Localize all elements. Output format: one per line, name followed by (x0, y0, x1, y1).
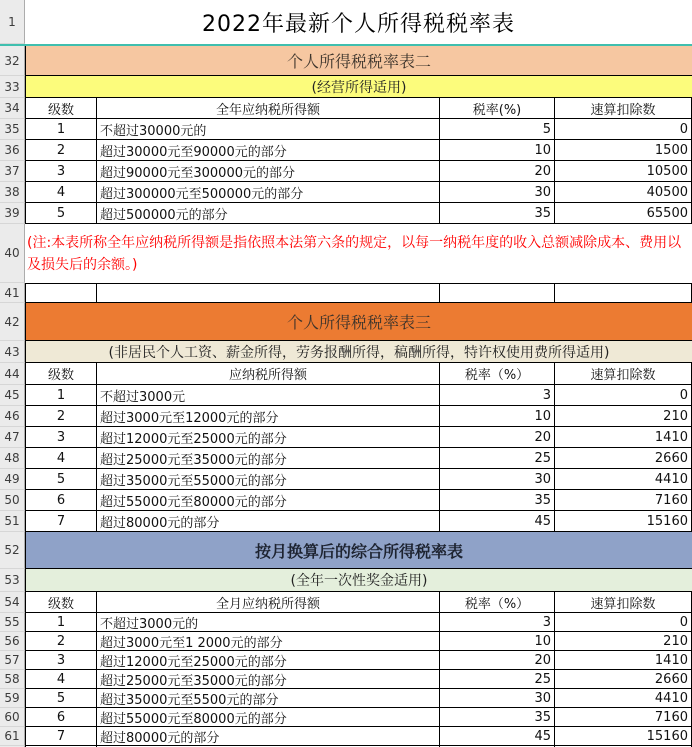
cell-deduction[interactable]: 7160 (555, 490, 692, 511)
row-number[interactable]: 32 (0, 46, 25, 76)
table-row (0, 689, 692, 708)
row-number[interactable]: 53 (0, 569, 25, 592)
table3-subtitle-cell[interactable]: (非居民个人工资、薪金所得，劳务报酬所得，稿酬所得，特许权使用费所得适用) (25, 341, 692, 363)
row-number[interactable]: 49 (0, 469, 25, 490)
table-row (0, 511, 692, 532)
row-number[interactable]: 1 (0, 0, 25, 44)
row-number[interactable]: 34 (0, 98, 25, 119)
sheet-title-cell[interactable]: 2022年最新个人所得税税率表 (202, 11, 515, 37)
cell-bracket[interactable]: 超过25000元至35000元的部分 (97, 448, 440, 469)
row-number[interactable]: 55 (0, 613, 25, 632)
table-row (0, 469, 692, 490)
cell-deduction[interactable]: 4410 (555, 469, 692, 490)
cell-bracket[interactable]: 超过35000元至5500元的部分 (97, 689, 440, 708)
table2-section-row (0, 46, 692, 76)
cell-deduction[interactable]: 15160 (555, 727, 692, 746)
table-row (0, 448, 692, 469)
cell-bracket[interactable]: 超过55000元至80000元的部分 (97, 708, 440, 727)
cell-deduction[interactable]: 2660 (555, 448, 692, 469)
cell-bracket[interactable]: 超过500000元的部分 (97, 203, 440, 224)
row-number[interactable]: 59 (0, 689, 25, 708)
cell-rate[interactable]: 20 (440, 651, 555, 670)
monthly-subtitle-cell[interactable]: (全年一次性奖金适用) (25, 569, 692, 592)
cell-bracket[interactable]: 超过3000元至12000元的部分 (97, 406, 440, 427)
cell-level[interactable]: 7 (25, 511, 97, 532)
row-number[interactable]: 52 (0, 532, 25, 569)
row-number[interactable]: 58 (0, 670, 25, 689)
cell-level[interactable]: 2 (25, 632, 97, 651)
table2-note-cell[interactable]: (注:本表所称全年应纳税所得额是指依照本法第六条的规定，以每一纳税年度的收入总额减除成本、费用以及损失后的余额。) (27, 235, 682, 273)
table-row (0, 406, 692, 427)
cell-rate[interactable]: 35 (440, 203, 555, 224)
table-row (0, 427, 692, 448)
row-number[interactable]: 46 (0, 406, 25, 427)
cell-bracket[interactable]: 超过30000元至90000元的部分 (97, 140, 440, 161)
row-number[interactable]: 37 (0, 161, 25, 182)
col-header-rate[interactable]: 税率（%） (440, 592, 555, 613)
cell-rate[interactable]: 25 (440, 448, 555, 469)
cell-deduction[interactable]: 210 (555, 632, 692, 651)
cell-deduction[interactable]: 1410 (555, 651, 692, 670)
table-row (0, 708, 692, 727)
title-row (0, 0, 692, 44)
cell-rate[interactable]: 5 (440, 119, 555, 140)
cell-rate[interactable]: 3 (440, 613, 555, 632)
note-row (0, 224, 692, 283)
row-number[interactable]: 35 (0, 119, 25, 140)
cell-level[interactable]: 3 (25, 427, 97, 448)
table3-section-header-cell[interactable]: 个人所得税税率表三 (25, 303, 692, 341)
cell-bracket[interactable]: 超过80000元的部分 (97, 727, 440, 746)
row-number[interactable]: 33 (0, 76, 25, 98)
table2-header-row (0, 98, 692, 119)
cell-rate[interactable]: 30 (440, 689, 555, 708)
cell-deduction[interactable]: 210 (555, 406, 692, 427)
cell-deduction[interactable]: 1410 (555, 427, 692, 448)
cell-level[interactable]: 4 (25, 448, 97, 469)
row-number[interactable]: 41 (0, 283, 25, 303)
table-row (0, 670, 692, 689)
col-header-deduction[interactable]: 速算扣除数 (555, 98, 692, 119)
cell-rate[interactable]: 20 (440, 161, 555, 182)
col-header-deduction[interactable]: 速算扣除数 (555, 592, 692, 613)
row-number[interactable]: 39 (0, 203, 25, 224)
cell-level[interactable]: 5 (25, 203, 97, 224)
row-number[interactable]: 50 (0, 490, 25, 511)
monthly-section-row (0, 532, 692, 569)
row-number[interactable]: 56 (0, 632, 25, 651)
col-header-level[interactable]: 级数 (25, 592, 97, 613)
cell-level[interactable]: 2 (25, 140, 97, 161)
table3-body (0, 385, 692, 532)
cell-deduction[interactable]: 15160 (555, 511, 692, 532)
monthly-header-row (0, 592, 692, 613)
cell-bracket[interactable]: 超过90000元至300000元的部分 (97, 161, 440, 182)
cell-deduction[interactable]: 2660 (555, 670, 692, 689)
cell-deduction[interactable]: 7160 (555, 708, 692, 727)
cell-level[interactable]: 5 (25, 469, 97, 490)
cell-bracket[interactable]: 不超过3000元 (97, 385, 440, 406)
cell-deduction[interactable]: 1500 (555, 140, 692, 161)
cell-bracket[interactable]: 不超过30000元的 (97, 119, 440, 140)
cell-rate[interactable]: 10 (440, 140, 555, 161)
table-row (0, 651, 692, 670)
table3-header-row (0, 363, 692, 385)
cell-deduction[interactable]: 0 (555, 119, 692, 140)
row-number[interactable]: 42 (0, 303, 25, 341)
cell-level[interactable]: 3 (25, 161, 97, 182)
cell-level[interactable]: 4 (25, 182, 97, 203)
cell-deduction[interactable]: 40500 (555, 182, 692, 203)
cell-level[interactable]: 1 (25, 385, 97, 406)
table-row (0, 385, 692, 406)
monthly-body (0, 613, 692, 746)
cell-bracket[interactable]: 超过3000元至1 2000元的部分 (97, 632, 440, 651)
cell-level[interactable]: 7 (25, 727, 97, 746)
cell-bracket[interactable]: 超过35000元至55000元的部分 (97, 469, 440, 490)
empty-cell[interactable] (25, 283, 97, 303)
cell-rate[interactable]: 25 (440, 670, 555, 689)
cell-bracket[interactable]: 超过300000元至500000元的部分 (97, 182, 440, 203)
empty-row (0, 283, 692, 303)
empty-cell[interactable] (555, 283, 692, 303)
cell-rate[interactable]: 20 (440, 427, 555, 448)
cell-bracket[interactable]: 超过55000元至80000元的部分 (97, 490, 440, 511)
table-row (0, 161, 692, 182)
row-number[interactable]: 40 (0, 224, 25, 283)
table3-section-row (0, 303, 692, 341)
cell-level[interactable]: 6 (25, 490, 97, 511)
cell-rate[interactable]: 10 (440, 406, 555, 427)
empty-cell[interactable] (440, 283, 555, 303)
col-header-bracket[interactable]: 应纳税所得额 (97, 363, 440, 385)
cell-bracket[interactable]: 超过80000元的部分 (97, 511, 440, 532)
cell-bracket[interactable]: 超过12000元至25000元的部分 (97, 427, 440, 448)
table-row (0, 490, 692, 511)
cell-rate[interactable]: 45 (440, 727, 555, 746)
table2-body (0, 119, 692, 224)
col-header-bracket[interactable]: 全年应纳税所得额 (97, 98, 440, 119)
cell-level[interactable]: 3 (25, 651, 97, 670)
row-number[interactable]: 38 (0, 182, 25, 203)
row-number[interactable]: 61 (0, 727, 25, 746)
row-number[interactable]: 57 (0, 651, 25, 670)
cell-bracket[interactable]: 不超过3000元的 (97, 613, 440, 632)
monthly-subtitle-row (0, 569, 692, 592)
table-row (0, 119, 692, 140)
cell-deduction[interactable]: 4410 (555, 689, 692, 708)
cell-rate[interactable]: 45 (440, 511, 555, 532)
row-number[interactable]: 43 (0, 341, 25, 363)
cell-deduction[interactable]: 10500 (555, 161, 692, 182)
cell-rate[interactable]: 10 (440, 632, 555, 651)
monthly-section-header-cell[interactable]: 按月换算后的综合所得税率表 (25, 532, 692, 569)
cell-level[interactable]: 1 (25, 119, 97, 140)
cell-level[interactable]: 6 (25, 708, 97, 727)
cell-bracket[interactable]: 超过12000元至25000元的部分 (97, 651, 440, 670)
table-row (0, 632, 692, 651)
table-row (0, 140, 692, 161)
table-row (0, 203, 692, 224)
empty-cell[interactable] (97, 283, 440, 303)
cell-bracket[interactable]: 超过25000元至35000元的部分 (97, 670, 440, 689)
row-number[interactable]: 36 (0, 140, 25, 161)
cell-level[interactable]: 1 (25, 613, 97, 632)
col-header-level[interactable]: 级数 (25, 363, 97, 385)
cell-level[interactable]: 5 (25, 689, 97, 708)
cell-level[interactable]: 2 (25, 406, 97, 427)
table2-section-header-cell[interactable]: 个人所得税税率表二 (25, 46, 692, 76)
col-header-bracket[interactable]: 全月应纳税所得额 (97, 592, 440, 613)
row-number[interactable]: 47 (0, 427, 25, 448)
cell-level[interactable]: 4 (25, 670, 97, 689)
cell-rate[interactable]: 35 (440, 708, 555, 727)
cell-rate[interactable]: 30 (440, 182, 555, 203)
table3-subtitle-row (0, 341, 692, 363)
cell-rate[interactable]: 30 (440, 469, 555, 490)
table-row (0, 727, 692, 746)
row-number[interactable]: 44 (0, 363, 25, 385)
table-row (0, 613, 692, 632)
row-number[interactable]: 48 (0, 448, 25, 469)
col-header-rate[interactable]: 税率（%） (440, 363, 555, 385)
col-header-rate[interactable]: 税率(%) (440, 98, 555, 119)
table2-subtitle-cell[interactable]: (经营所得适用) (25, 76, 692, 98)
cell-rate[interactable]: 3 (440, 385, 555, 406)
row-number[interactable]: 54 (0, 592, 25, 613)
cell-deduction[interactable]: 65500 (555, 203, 692, 224)
row-number[interactable]: 60 (0, 708, 25, 727)
row-number[interactable]: 45 (0, 385, 25, 406)
col-header-deduction[interactable]: 速算扣除数 (555, 363, 692, 385)
cell-deduction[interactable]: 0 (555, 613, 692, 632)
table-row (0, 182, 692, 203)
cell-rate[interactable]: 35 (440, 490, 555, 511)
cell-deduction[interactable]: 0 (555, 385, 692, 406)
col-header-level[interactable]: 级数 (25, 98, 97, 119)
row-number[interactable]: 51 (0, 511, 25, 532)
table2-subtitle-row (0, 76, 692, 98)
